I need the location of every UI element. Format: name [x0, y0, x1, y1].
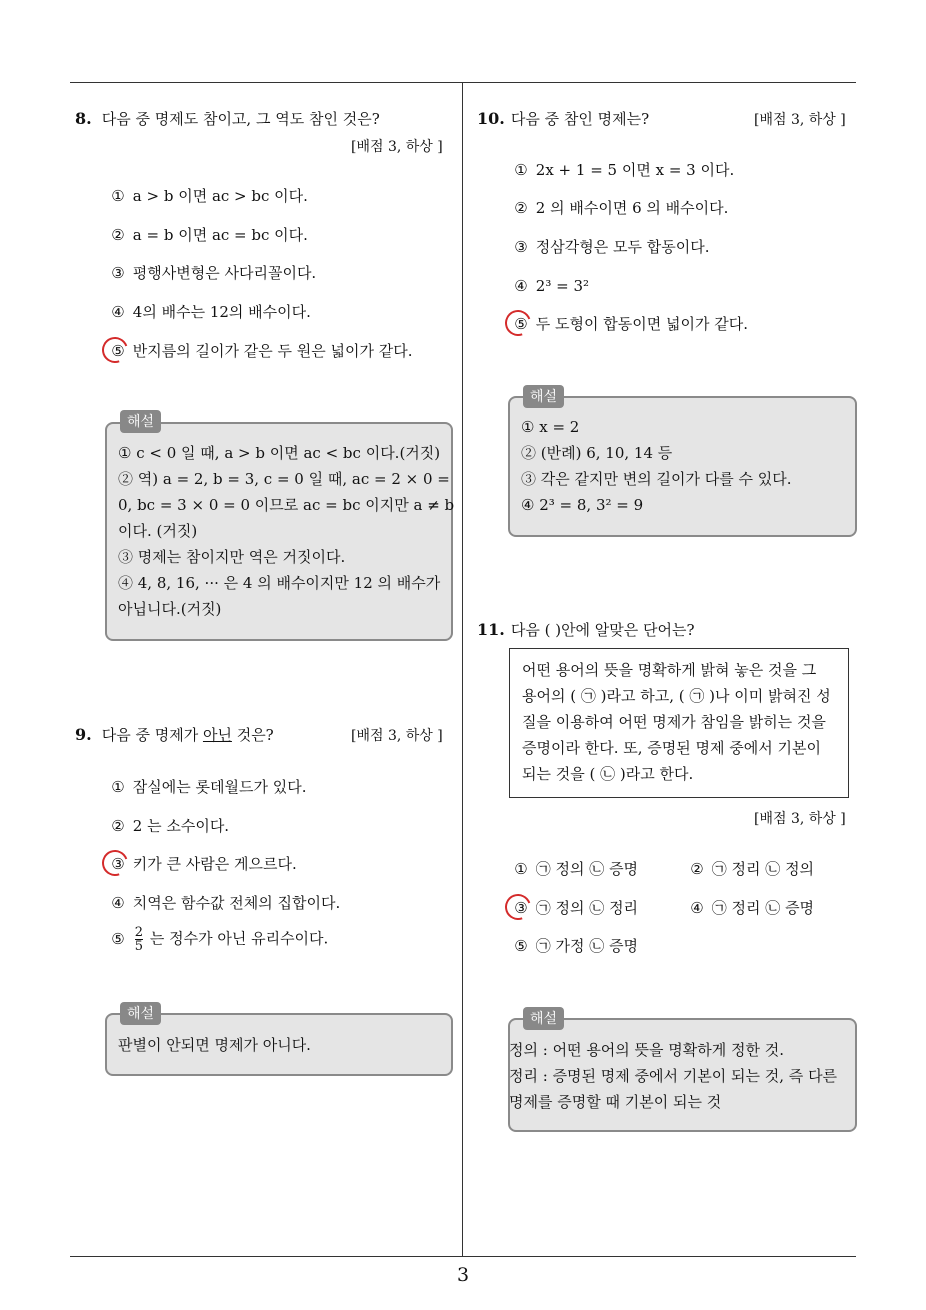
q11-passage-line: 질을 이용하여 어떤 명제가 참임을 밝히는 것을 [522, 713, 826, 731]
q11-explanation-tag: 해설 [523, 1007, 564, 1030]
answer-mark-icon [501, 306, 536, 341]
q8-score: [배점 3, 하상 ] [351, 139, 443, 155]
q10-explanation-line: ② (반례) 6, 10, 14 등 [521, 444, 673, 462]
q11-explanation-line: 명제를 증명할 때 기본이 되는 것 [509, 1093, 722, 1111]
q9-explanation-tag: 해설 [120, 1002, 161, 1025]
q9-underlined-word: 아닌 [202, 726, 232, 744]
q9-option-1[interactable]: ① 잠실에는 롯데월드가 있다. [111, 778, 307, 796]
q11-number: 11. [477, 620, 505, 639]
q11-text: 다음 ( )안에 알맞은 단어는? [510, 621, 695, 639]
q9-score: [배점 3, 하상 ] [351, 728, 443, 744]
q11-passage-line: 용어의 ( ㉠ )라고 하고, ( ㉠ )나 이미 밝혀진 성 [522, 687, 831, 705]
answer-mark-icon [98, 846, 133, 881]
q11-score: [배점 3, 하상 ] [754, 811, 846, 827]
q8-heading [75, 108, 380, 130]
q11-passage-line: 되는 것을 ( ㉡ )라고 한다. [522, 765, 694, 783]
q11-option-1[interactable]: ① ㉠ 정의 ㉡ 증명 [514, 860, 639, 878]
q8-text: 다음 중 명제도 참이고, 그 역도 참인 것은? [101, 110, 380, 128]
q8-explanation-line: 이다. (거짓) [118, 522, 198, 540]
q9-explanation-line: 판별이 안되면 명제가 아니다. [118, 1036, 311, 1054]
column-divider [462, 83, 463, 1257]
q10-score: [배점 3, 하상 ] [754, 112, 846, 128]
q8-option-3[interactable]: ③ 평행사변형은 사다리꼴이다. [111, 264, 317, 282]
answer-mark-icon [98, 333, 133, 368]
q10-explanation-line: ③ 각은 같지만 변의 길이가 다를 수 있다. [521, 470, 792, 488]
q11-option-2[interactable]: ② ㉠ 정리 ㉡ 정의 [690, 860, 815, 878]
q10-option-4[interactable]: ④ 2³ = 3² [514, 277, 589, 295]
q9-number: 9. [75, 725, 92, 744]
q11-heading [477, 619, 695, 641]
fraction: $\frac{2}{5}$ [134, 925, 144, 954]
q10-heading [477, 108, 649, 130]
q8-option-5[interactable]: ⑤ 반지름의 길이가 같은 두 원은 넓이가 같다. [108, 340, 413, 362]
q8-explanation-line: 아닙니다.(거짓) [118, 600, 222, 618]
q10-explanation-line: ① x = 2 [521, 418, 580, 436]
q10-option-1[interactable]: ① 2x + 1 = 5 이면 x = 3 이다. [514, 161, 735, 179]
q11-passage-line: 어떤 용어의 뜻을 명확하게 밝혀 놓은 것을 그 [522, 661, 817, 679]
q11-explanation-line: 정의 : 어떤 용어의 뜻을 명확하게 정한 것. [509, 1041, 785, 1059]
q10-text: 다음 중 참인 명제는? [510, 110, 650, 128]
q8-option-1[interactable]: ① a > b 이면 ac > bc 이다. [111, 187, 308, 205]
q8-explanation-line: ① c < 0 일 때, a > b 이면 ac < bc 이다.(거짓) [118, 444, 441, 462]
q10-option-2[interactable]: ② 2 의 배수이면 6 의 배수이다. [514, 199, 729, 217]
q8-explanation-line: ④ 4, 8, 16, ··· 은 4 의 배수이지만 12 의 배수가 [118, 574, 441, 592]
q11-option-4[interactable]: ④ ㉠ 정리 ㉡ 증명 [690, 899, 815, 917]
q8-explanation-line: ② 역) a = 2, b = 3, c = 0 일 때, ac = 2 × 0 = [118, 470, 450, 488]
q9-option-4[interactable]: ④ 치역은 함수값 전체의 집합이다. [111, 894, 341, 912]
q11-option-3[interactable]: ③ ㉠ 정의 ㉡ 정리 [511, 897, 638, 919]
q9-option-3[interactable]: ③ 키가 큰 사람은 게으르다. [108, 853, 297, 875]
q8-number: 8. [75, 109, 92, 128]
q11-passage-line: 증명이라 한다. 또, 증명된 명제 중에서 기본이 [522, 739, 821, 757]
q8-option-2[interactable]: ② a = b 이면 ac = bc 이다. [111, 226, 308, 244]
q11-option-5[interactable]: ⑤ ㉠ 가정 ㉡ 증명 [514, 937, 639, 955]
q8-explanation-line: 0, bc = 3 × 0 = 0 이므로 ac = bc 이지만 a ≠ b [118, 496, 455, 514]
q9-option-2[interactable]: ② 2 는 소수이다. [111, 817, 230, 835]
q10-option-3[interactable]: ③ 정삼각형은 모두 합동이다. [514, 238, 710, 256]
q10-explanation-tag: 해설 [523, 385, 564, 408]
q8-explanation-tag: 해설 [120, 410, 161, 433]
answer-mark-icon [501, 890, 536, 925]
q10-number: 10. [477, 109, 505, 128]
q11-explanation-line: 정리 : 증명된 명제 중에서 기본이 되는 것, 즉 다른 [509, 1067, 838, 1085]
q8-option-4[interactable]: ④ 4의 배수는 12의 배수이다. [111, 303, 311, 321]
q10-option-5[interactable]: ⑤ 두 도형이 합동이면 넓이가 같다. [511, 313, 748, 335]
top-rule [70, 82, 856, 83]
q10-explanation-line: ④ 2³ = 8, 3² = 9 [521, 496, 644, 514]
q9-option-5[interactable]: ⑤ $\frac{2}{5}$ 는 정수가 아닌 유리수이다. [111, 925, 329, 954]
q9-heading: 9. 다음 중 명제가 아닌 것은? [75, 725, 274, 744]
page-number: 3 [456, 1264, 470, 1286]
bottom-rule [70, 1256, 856, 1257]
q8-explanation-line: ③ 명제는 참이지만 역은 거짓이다. [118, 548, 346, 566]
